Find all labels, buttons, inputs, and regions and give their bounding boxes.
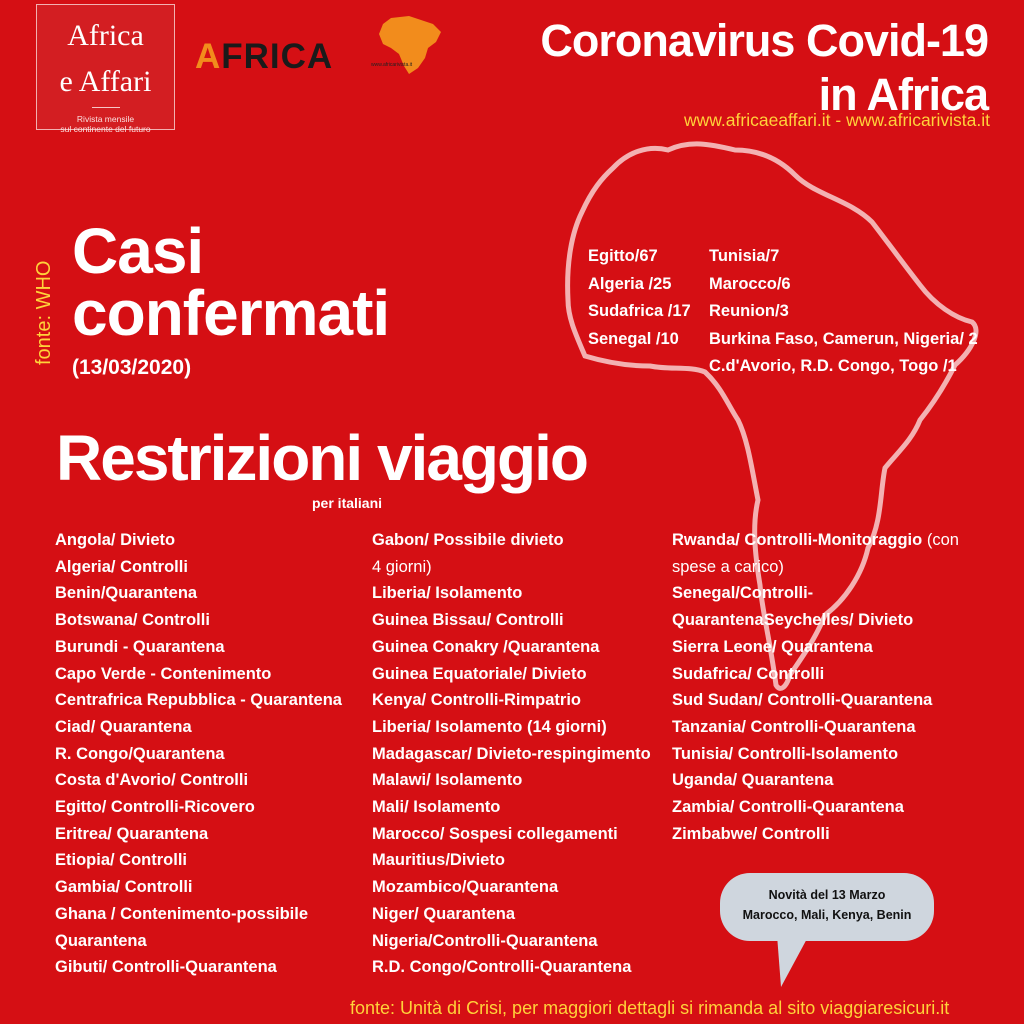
travel-entry: Uganda/ Quarantena (672, 771, 834, 790)
travel-entry-note: (con (922, 531, 959, 549)
travel-entry: Egitto/ Controlli-Ricovero (55, 798, 255, 817)
case-entry: Tunisia/7 (709, 247, 780, 265)
cases-date: (13/03/2020) (72, 356, 192, 379)
title-line2: in Africa (818, 69, 988, 120)
cases-title-line2: confermati (72, 277, 390, 349)
case-entry: Algeria /25 (588, 274, 672, 293)
case-entry: Senegal /10 (588, 329, 679, 348)
case-entry: C.d'Avorio, R.D. Congo, Togo /1 (709, 357, 957, 375)
travel-entry: Mauritius/Divieto (372, 851, 505, 870)
title-line1: Coronavirus Covid-19 (540, 15, 988, 66)
travel-entry: Zimbabwe/ Controlli (672, 824, 830, 843)
logo-line1: Africa (67, 19, 144, 52)
travel-entry: Gabon/ Possibile divieto (372, 531, 564, 549)
travel-entry: Sudafrica/ Controlli (672, 664, 825, 683)
travel-entry: Mozambico/Quarantena (372, 878, 559, 897)
websites-link[interactable]: www.africaeaffari.it - www.africarivista.it (683, 110, 990, 130)
news-speech-bubble (720, 873, 934, 941)
speech-bubble-tail-icon (775, 935, 815, 990)
africa-e-affari-logo (36, 4, 175, 134)
travel-entry: Costa d'Avorio/ Controlli (55, 771, 249, 790)
travel-entry: Mali/ Isolamento (372, 798, 501, 817)
travel-entry: Algeria/ Controlli (55, 557, 188, 576)
travel-entry: Guinea Conakry /Quarantena (372, 637, 600, 656)
travel-entry: Gibuti/ Controlli-Quarantena (55, 958, 277, 977)
travel-column-1 (55, 527, 342, 981)
case-entry: Burkina Faso, Camerun, Nigeria/ 2 (709, 329, 978, 348)
travel-entry: Malawi/ Isolamento (372, 771, 523, 790)
travel-entry-bold: Rwanda/ Controlli-Monitoraggio (672, 531, 923, 549)
travel-entry: Etiopia/ Controlli (55, 851, 187, 870)
travel-entry: Ciad/ Quarantena (55, 717, 192, 736)
travel-entry: Quarantena (55, 931, 147, 950)
cases-column-left (588, 243, 691, 353)
news-line1: Novità del 13 Marzo (768, 888, 886, 902)
travel-entry: Ghana / Contenimento-possibile (55, 904, 309, 923)
travel-entry: Tanzania/ Controlli-Quarantena (672, 717, 916, 736)
page-title (540, 14, 988, 122)
travel-entry: Nigeria/Controlli-Quarantena (372, 931, 598, 950)
travel-column-2 (372, 527, 651, 981)
travel-entry: Zambia/ Controlli-Quarantena (672, 798, 904, 817)
footer-source: fonte: Unità di Crisi, per maggiori dettagli si rimanda al sito viaggiaresicuri.it (350, 998, 950, 1018)
travel-entry: Sud Sudan/ Controlli-Quarantena (672, 691, 933, 710)
africa-rivista-logo (195, 14, 445, 76)
travel-entry: Madagascar/ Divieto-respingimento (372, 744, 651, 763)
who-source-label: fonte: WHO (33, 260, 55, 365)
travel-entry: Niger/ Quarantena (372, 904, 516, 923)
travel-entry: Tunisia/ Controlli-Isolamento (672, 744, 899, 763)
case-entry: Reunion/3 (709, 302, 789, 320)
travel-entry: Liberia/ Isolamento (372, 584, 523, 603)
travel-entry: Kenya/ Controlli-Rimpatrio (372, 691, 582, 710)
travel-entry: Senegal/Controlli- (672, 584, 814, 603)
travel-entry: Botswana/ Controlli (55, 611, 210, 630)
travel-entry: Guinea Equatoriale/ Divieto (372, 664, 587, 683)
travel-entry: Centrafrica Repubblica - Quarantena (55, 691, 342, 710)
case-entry: Sudafrica /17 (588, 302, 691, 320)
travel-entry: Angola/ Divieto (55, 531, 176, 549)
cases-title (72, 215, 390, 349)
logo-line2: e Affari (59, 65, 152, 98)
logo-tagline1: Rivista mensile (76, 114, 135, 124)
travel-entry: Benin/Quarantena (55, 584, 198, 603)
news-line2: Marocco, Mali, Kenya, Benin (742, 908, 912, 922)
africa-logo-url: www.africarivista.it (371, 62, 413, 68)
travel-entry: Marocco/ Sospesi collegamenti (372, 824, 618, 843)
travel-entry: Gambia/ Controlli (55, 878, 193, 897)
travel-entry: Eritrea/ Quarantena (55, 824, 209, 843)
travel-entry: Sierra Leone/ Quarantena (672, 637, 873, 656)
logo-tagline2: sul continente del futuro (60, 124, 151, 134)
travel-entry (672, 527, 959, 554)
travel-entry: Liberia/ Isolamento (14 giorni) (372, 717, 607, 736)
case-entry: Marocco/6 (709, 274, 791, 293)
travel-column-3 (672, 527, 959, 847)
case-entry: Egitto/67 (588, 247, 658, 265)
logo-divider (92, 107, 120, 108)
travel-entry: Guinea Bissau/ Controlli (372, 611, 564, 630)
cases-title-line1: Casi (72, 215, 204, 287)
travel-entry: Burundi - Quarantena (55, 637, 225, 656)
travel-entry: R.D. Congo/Controlli-Quarantena (372, 958, 632, 977)
travel-subtitle: per italiani (312, 495, 383, 511)
travel-entry: QuarantenaSeychelles/ Divieto (672, 611, 914, 630)
africa-wordmark: AFRICA (195, 37, 334, 76)
cases-column-right (709, 243, 978, 381)
travel-title: Restrizioni viaggio (56, 422, 587, 494)
travel-entry: Capo Verde - Contenimento (55, 664, 272, 683)
travel-entry-note: spese a carico) (672, 557, 784, 576)
travel-entry-note: 4 giorni) (372, 557, 432, 576)
travel-entry: R. Congo/Quarantena (55, 744, 225, 763)
